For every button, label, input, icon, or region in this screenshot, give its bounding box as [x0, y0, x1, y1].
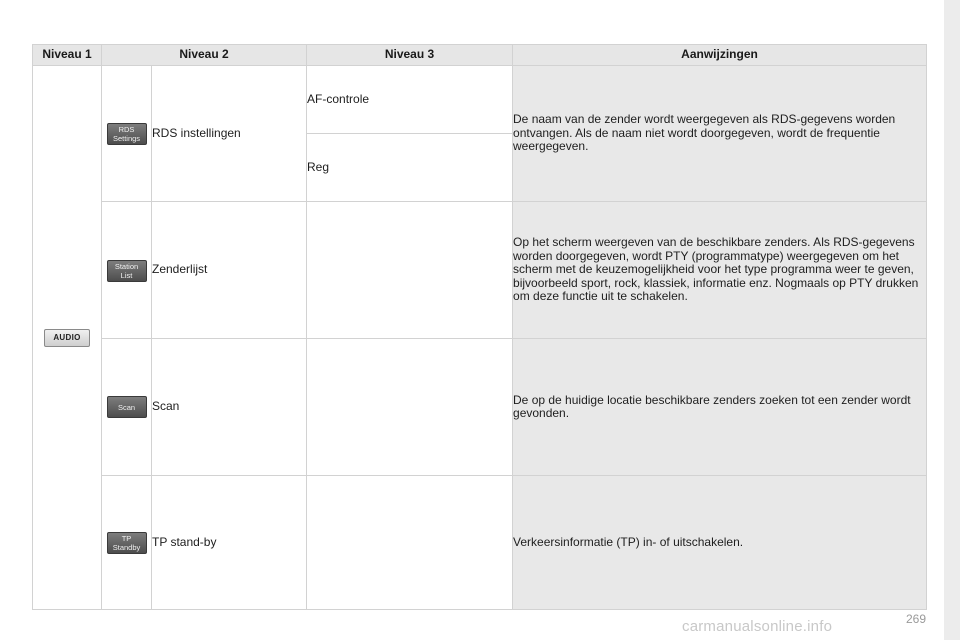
header-aanwijzingen: Aanwijzingen	[513, 45, 927, 66]
header-niveau-1: Niveau 1	[33, 45, 102, 66]
scan-button-label: Scan	[117, 402, 136, 412]
rds-settings-remark: De naam van de zender wordt weergegeven als RDS-gegevens worden ontvangen. Als de naam niet wordt doorgegeven, wordt de frequentie weergegeven.	[513, 66, 927, 202]
scan-icon-cell	[102, 339, 152, 476]
scan-level3-empty	[307, 339, 513, 476]
rds-settings-button-line2: Settings	[112, 134, 141, 143]
station-list-button	[107, 260, 147, 282]
table-header-row	[33, 45, 927, 66]
table-row	[33, 66, 927, 134]
scan-label: Scan	[152, 339, 307, 476]
page-edge-strip	[944, 0, 960, 640]
scan-remark: De op de huidige locatie beschikbare zenders zoeken tot een zender wordt gevonden.	[513, 339, 927, 476]
station-list-label: Zenderlijst	[152, 202, 307, 339]
station-list-icon-cell	[102, 202, 152, 339]
station-list-level3-empty	[307, 202, 513, 339]
header-niveau-2: Niveau 2	[102, 45, 307, 66]
watermark-text: carmanualsonline.info	[682, 618, 833, 635]
table-row	[33, 202, 927, 339]
page-number: 269	[906, 612, 927, 626]
station-list-button-line2: List	[120, 270, 133, 280]
tp-standby-icon-cell	[102, 476, 152, 610]
header-niveau-3: Niveau 3	[307, 45, 513, 66]
reg-cell: Reg	[307, 134, 513, 202]
rds-settings-button-line1: RDS	[118, 125, 135, 134]
table-row	[33, 339, 927, 476]
audio-button	[44, 329, 90, 347]
tp-standby-remark: Verkeersinformatie (TP) in- of uitschakelen.	[513, 476, 927, 610]
tp-standby-level3-empty	[307, 476, 513, 610]
table-row	[33, 476, 927, 610]
af-control-cell: AF-controle	[307, 66, 513, 134]
audio-settings-table	[32, 44, 927, 610]
scan-button	[107, 396, 147, 418]
tp-standby-button-label: TP Standby	[112, 534, 141, 552]
rds-settings-label: RDS instellingen	[152, 66, 307, 202]
tp-standby-button	[107, 532, 147, 554]
rds-settings-icon-cell	[102, 66, 152, 202]
rds-settings-button	[107, 123, 147, 145]
audio-button-label: AUDIO	[53, 333, 81, 342]
station-list-button-line1: Station	[114, 261, 139, 271]
level1-cell	[33, 66, 102, 610]
station-list-remark: Op het scherm weergeven van de beschikbare zenders. Als RDS-gegevens worden doorgegeven, wordt PTY (programmatype) weergegeven om het scherm met de keuzemogelijkheid voor het type programma weer te geven, bijvoorbeeld sport, rock, klassiek, informatie enz. Nogmaals op PTY drukken om deze functie uit te schakelen.	[513, 202, 927, 339]
tp-standby-label: TP stand-by	[152, 476, 307, 610]
